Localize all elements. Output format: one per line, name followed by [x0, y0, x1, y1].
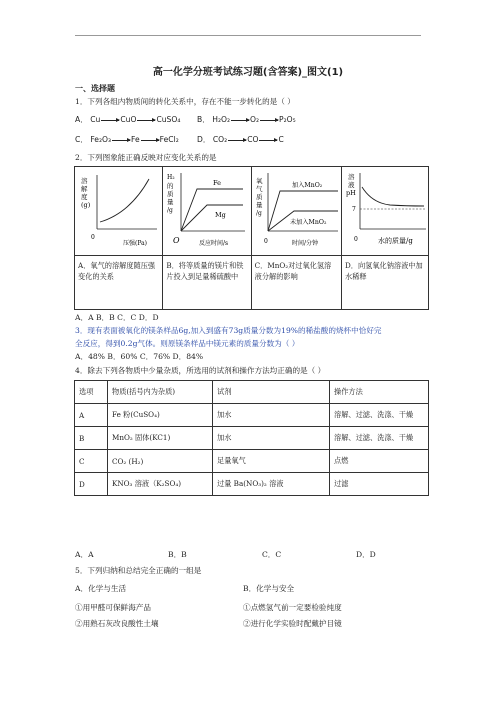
- section-heading: 一、选择题: [75, 84, 115, 93]
- q3-stem-line1: 3．现有表面被氧化的镁条样品6g,加入到盛有73g质量分数为19%的稀盐酸的烧杯中恰好完: [75, 326, 382, 335]
- arrow-icon: [259, 140, 277, 141]
- q1-option-d[interactable]: D． CO₂ CO C: [197, 135, 284, 144]
- table-row: A Fe 粉(CuSO₄) 加水 溶解、过滤、洗涤、干燥: [75, 404, 429, 427]
- svg-text:水的质量/g: 水的质量/g: [378, 237, 413, 245]
- arrow-icon: [228, 140, 246, 141]
- q4-table: [74, 380, 429, 496]
- svg-text:/g: /g: [167, 207, 174, 214]
- table-header: 操作方法: [330, 381, 429, 404]
- svg-text:气: 气: [255, 185, 263, 193]
- q3-options[interactable]: A．48% B．60% C．76% D．84%: [75, 352, 204, 361]
- q5-right-item: ①点燃氢气前一定要检验纯度: [243, 603, 342, 612]
- arrow-icon: [231, 120, 249, 121]
- arrow-icon: [141, 140, 159, 141]
- q4-stem: 4．除去下列各物质中少量杂质，所选用的试剂和操作方法均正确的是（ ）: [75, 366, 326, 375]
- graph-d: [342, 167, 428, 253]
- graph-d-caption: D．向氢氧化钠溶液中加水稀释: [342, 256, 429, 310]
- graph-b-caption: B．将等质量的镁片和铁片投入到足量稀硫酸中: [163, 256, 251, 310]
- svg-text:溶: 溶: [348, 173, 355, 181]
- svg-text:溶: 溶: [81, 177, 88, 185]
- svg-text:氧: 氧: [255, 177, 263, 185]
- svg-text:质: 质: [167, 190, 174, 198]
- svg-text:度: 度: [81, 193, 88, 201]
- graph-b-cell: [163, 167, 251, 256]
- svg-text:压强(Pa): 压强(Pa): [123, 240, 148, 247]
- svg-text:(g): (g): [81, 201, 91, 209]
- svg-text:H₂: H₂: [167, 174, 175, 181]
- svg-text:量: 量: [167, 198, 174, 206]
- table-header: 物质(括号内为杂质): [108, 381, 213, 404]
- arrow-icon: [260, 120, 278, 121]
- q1-b-label: B．: [197, 115, 210, 124]
- graph-a-caption: A．氧气的溶解度随压强变化的关系: [75, 256, 163, 310]
- svg-text:加入MnO₂: 加入MnO₂: [291, 182, 322, 189]
- svg-text:反应时间/s: 反应时间/s: [199, 240, 229, 247]
- svg-text:0: 0: [91, 234, 95, 241]
- table-row: D KNO₃ 溶液（K₂SO₄) 过量 Ba(NO₃)₂ 溶液 过滤: [75, 473, 429, 496]
- graph-c-caption: C．MnO₂对过氧化氢溶液分解的影响: [251, 256, 341, 310]
- q1-a-label: A．: [75, 115, 88, 124]
- arrow-icon: [112, 140, 130, 141]
- q4-option-d[interactable]: D．D: [356, 550, 376, 559]
- table-header: 选项: [75, 381, 108, 404]
- q4-option-c[interactable]: C．C: [262, 550, 282, 559]
- table-row: B MnO₂ 固体(KC1) 加水 溶解、过滤、洗涤、干燥: [75, 427, 429, 450]
- graph-a-cell: [75, 167, 163, 256]
- svg-text:7: 7: [352, 206, 356, 213]
- svg-text:0: 0: [263, 238, 268, 245]
- svg-text:时间/分钟: 时间/分钟: [291, 240, 318, 247]
- q1-option-c[interactable]: C． Fe₂O₃ Fe FeCl₂: [75, 135, 179, 144]
- page-title: 高一化学分班考试练习题(含答案)_图文(1): [152, 67, 344, 78]
- q2-options[interactable]: A．A B．B C．C D．D: [75, 313, 159, 322]
- q4-option-b[interactable]: B．B: [168, 550, 187, 559]
- q1-d-label: D．: [197, 135, 211, 144]
- q1-option-b[interactable]: B． H₂O₂ O₂ P₂O₅: [197, 115, 296, 124]
- svg-text:的: 的: [167, 182, 174, 190]
- graph-c-cell: [251, 167, 341, 256]
- table-row: C CO₂ (H₂) 足量氧气 点燃: [75, 450, 429, 473]
- graph-a: [75, 167, 161, 253]
- q4-option-a[interactable]: A．A: [75, 550, 94, 559]
- header-rule: [75, 35, 421, 36]
- q5-left-heading: A．化学与生活: [75, 584, 127, 593]
- graph-b: [163, 167, 249, 253]
- table-header: 试剂: [213, 381, 330, 404]
- q1-stem: 1．下列各组内物质间的转化关系中，存在不能一步转化的是（ ）: [75, 97, 295, 106]
- svg-text:0: 0: [354, 236, 358, 243]
- svg-text:未加入MnO₂: 未加入MnO₂: [289, 219, 327, 226]
- svg-text:pH: pH: [346, 189, 356, 197]
- svg-text:液: 液: [348, 181, 355, 189]
- svg-text:/g: /g: [255, 210, 262, 217]
- q5-right-item: ②进行化学实验时配戴护目镜: [243, 619, 342, 628]
- q5-left-item: ①用甲醛可保鲜海产品: [75, 603, 151, 612]
- graph-c: [252, 167, 340, 253]
- q3-stem-line2: 全反应，得到0.2g气体。则原镁条样品中镁元素的质量分数为（ ）: [75, 339, 300, 348]
- graph-d-cell: [342, 167, 429, 256]
- q5-stem: 5．下列归纳和总结完全正确的一组是: [75, 566, 202, 575]
- svg-text:O: O: [173, 236, 180, 245]
- arrow-icon: [137, 120, 155, 121]
- svg-text:质: 质: [255, 193, 263, 201]
- svg-text:解: 解: [81, 185, 88, 193]
- q1-option-a[interactable]: A． Cu CuO CuSO₄: [75, 115, 181, 124]
- svg-text:量: 量: [255, 201, 263, 209]
- q5-right-heading: B．化学与安全: [243, 584, 295, 593]
- arrow-icon: [101, 120, 119, 121]
- q1-c-label: C．: [75, 135, 88, 144]
- svg-text:Fe: Fe: [213, 179, 222, 187]
- q5-left-item: ②用熟石灰改良酸性土壤: [75, 619, 159, 628]
- q2-graph-table: [74, 166, 429, 310]
- svg-text:Mg: Mg: [215, 211, 227, 219]
- q2-stem: 2．下列图象能正确反映对应变化关系的是: [75, 153, 217, 162]
